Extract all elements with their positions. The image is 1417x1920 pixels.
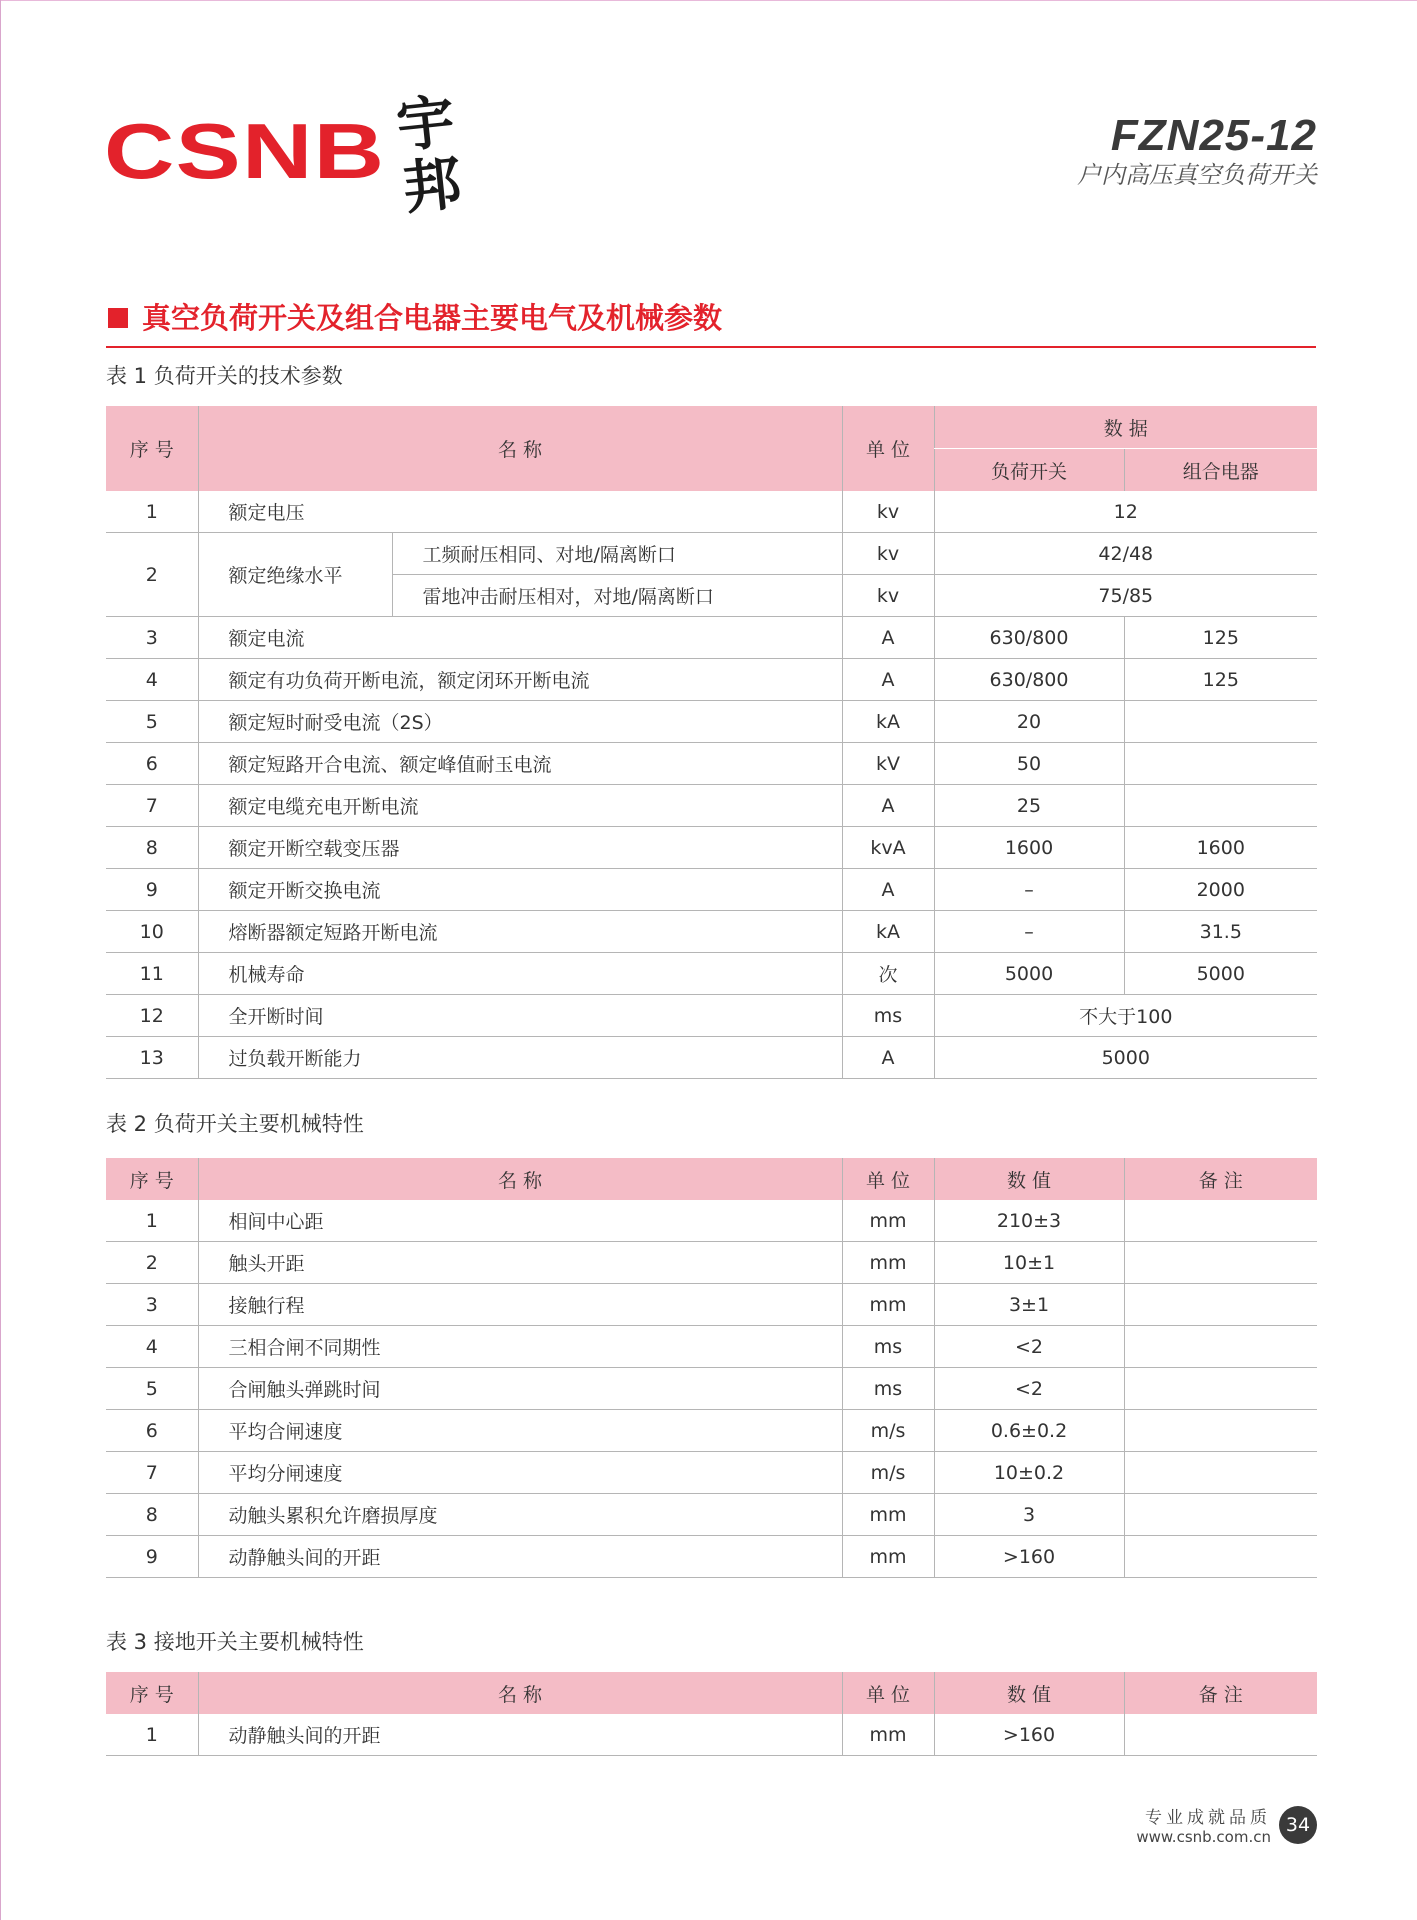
row-unit: A: [842, 659, 934, 701]
table-row: [106, 869, 1317, 911]
table3-caption: 表 3 接地开关主要机械特性: [106, 1630, 364, 1654]
row-index: 8: [106, 1494, 198, 1536]
table2: [106, 1158, 1317, 1578]
row-remark: [1124, 1368, 1317, 1410]
row-index: 8: [106, 827, 198, 869]
row-index: 7: [106, 785, 198, 827]
row-unit: ms: [842, 1326, 934, 1368]
table3-header-index: 序 号: [106, 1672, 198, 1714]
row-name: 额定电流: [198, 617, 842, 659]
page-edge-top: [0, 0, 1417, 1]
row-value-load-switch: –: [934, 869, 1124, 911]
table-row: [106, 1368, 1317, 1410]
table1: [106, 406, 1317, 1079]
row-unit: mm: [842, 1494, 934, 1536]
row-value: 42/48: [934, 533, 1317, 575]
row-value-load-switch: 50: [934, 743, 1124, 785]
row-unit: kv: [842, 533, 934, 575]
row-name: 动静触头间的开距: [198, 1536, 842, 1578]
row-value-combo: [1124, 785, 1317, 827]
row-value-load-switch: 630/800: [934, 617, 1124, 659]
row-index: 3: [106, 1284, 198, 1326]
table2-header-value: 数 值: [934, 1158, 1124, 1200]
row-name: 合闸触头弹跳时间: [198, 1368, 842, 1410]
row-value-load-switch: –: [934, 911, 1124, 953]
row-subname: 工频耐压相同、对地/隔离断口: [392, 533, 842, 575]
row-value-combo: [1124, 743, 1317, 785]
product-subtitle: 户内高压真空负荷开关: [1077, 161, 1317, 189]
table1-caption: 表 1 负荷开关的技术参数: [106, 364, 343, 388]
product-model: FZN25-12: [1110, 111, 1317, 160]
row-unit: kv: [842, 491, 934, 533]
row-value: 10±1: [934, 1242, 1124, 1284]
row-name: 动触头累积允许磨损厚度: [198, 1494, 842, 1536]
row-name: 过负载开断能力: [198, 1037, 842, 1079]
row-value: 不大于100: [934, 995, 1317, 1037]
row-remark: [1124, 1452, 1317, 1494]
row-value: >160: [934, 1536, 1124, 1578]
row-remark: [1124, 1410, 1317, 1452]
table3: [106, 1672, 1317, 1756]
row-value: >160: [934, 1714, 1124, 1756]
table-row: [106, 491, 1317, 533]
row-unit: A: [842, 617, 934, 659]
row-name: 额定绝缘水平: [198, 533, 392, 617]
row-value: 210±3: [934, 1200, 1124, 1242]
table-row: [106, 659, 1317, 701]
row-unit: 次: [842, 953, 934, 995]
row-name: 额定开断交换电流: [198, 869, 842, 911]
table-row: [106, 1242, 1317, 1284]
table-row: [106, 1410, 1317, 1452]
row-unit: ms: [842, 1368, 934, 1410]
row-name: 额定短路开合电流、额定峰值耐玉电流: [198, 743, 842, 785]
row-unit: m/s: [842, 1410, 934, 1452]
row-name: 动静触头间的开距: [198, 1714, 842, 1756]
table-row: [106, 1200, 1317, 1242]
row-unit: kv: [842, 575, 934, 617]
row-value-combo: [1124, 701, 1317, 743]
row-value-combo: 1600: [1124, 827, 1317, 869]
table-row: [106, 995, 1317, 1037]
table2-header-remark: 备 注: [1124, 1158, 1317, 1200]
table-row: [106, 1494, 1317, 1536]
row-value: 3: [934, 1494, 1124, 1536]
row-unit: A: [842, 785, 934, 827]
row-remark: [1124, 1494, 1317, 1536]
row-value-load-switch: 20: [934, 701, 1124, 743]
row-value: 3±1: [934, 1284, 1124, 1326]
table2-header-index: 序 号: [106, 1158, 198, 1200]
row-value-load-switch: 1600: [934, 827, 1124, 869]
row-value-load-switch: 5000: [934, 953, 1124, 995]
table-row: [106, 1536, 1317, 1578]
table-row: [106, 1452, 1317, 1494]
row-remark: [1124, 1714, 1317, 1756]
row-name: 相间中心距: [198, 1200, 842, 1242]
row-index: 10: [106, 911, 198, 953]
section-title: 真空负荷开关及组合电器主要电气及机械参数: [142, 301, 723, 335]
table-row: [106, 953, 1317, 995]
row-index: 9: [106, 869, 198, 911]
row-value-combo: 31.5: [1124, 911, 1317, 953]
row-index: 1: [106, 1200, 198, 1242]
table-row: [106, 701, 1317, 743]
product-header: [1077, 112, 1317, 190]
table-row: [106, 1326, 1317, 1368]
row-index: 1: [106, 491, 198, 533]
table1-header-name: 名 称: [198, 406, 842, 491]
row-index: 6: [106, 743, 198, 785]
row-unit: ms: [842, 995, 934, 1037]
row-unit: mm: [842, 1714, 934, 1756]
row-unit: mm: [842, 1284, 934, 1326]
brand-logo-latin: CSNB: [104, 107, 386, 195]
row-name: 平均合闸速度: [198, 1410, 842, 1452]
row-index: 2: [106, 533, 198, 617]
section-heading: [106, 298, 1316, 348]
row-remark: [1124, 1536, 1317, 1578]
row-name: 机械寿命: [198, 953, 842, 995]
table1-header-combo: 组合电器: [1124, 449, 1317, 492]
table1-header-unit: 单 位: [842, 406, 934, 491]
row-unit: A: [842, 869, 934, 911]
footer-text: [1136, 1808, 1271, 1846]
row-name: 平均分闸速度: [198, 1452, 842, 1494]
row-name: 熔断器额定短路开断电流: [198, 911, 842, 953]
row-remark: [1124, 1284, 1317, 1326]
row-name: 触头开距: [198, 1242, 842, 1284]
row-remark: [1124, 1242, 1317, 1284]
table3-header-name: 名 称: [198, 1672, 842, 1714]
row-value-combo: 5000: [1124, 953, 1317, 995]
row-value: 10±0.2: [934, 1452, 1124, 1494]
brand-logo-chinese: 宇邦: [393, 86, 465, 223]
table-row: [106, 617, 1317, 659]
row-index: 6: [106, 1410, 198, 1452]
row-name: 额定短时耐受电流（2S）: [198, 701, 842, 743]
page-edge-left: [0, 0, 1, 1920]
row-unit: m/s: [842, 1452, 934, 1494]
row-value-load-switch: 25: [934, 785, 1124, 827]
row-unit: mm: [842, 1536, 934, 1578]
row-value: 0.6±0.2: [934, 1410, 1124, 1452]
row-value-combo: 125: [1124, 659, 1317, 701]
row-name: 接触行程: [198, 1284, 842, 1326]
row-value-load-switch: 630/800: [934, 659, 1124, 701]
table-row: [106, 743, 1317, 785]
row-unit: kV: [842, 743, 934, 785]
table-row: [106, 827, 1317, 869]
row-unit: kA: [842, 911, 934, 953]
table3-header-value: 数 值: [934, 1672, 1124, 1714]
row-unit: mm: [842, 1242, 934, 1284]
table1-header-load-switch: 负荷开关: [934, 449, 1124, 492]
table1-header-data: 数 据: [934, 406, 1317, 449]
row-index: 5: [106, 1368, 198, 1410]
table1-header-index: 序 号: [106, 406, 198, 491]
table-row: [106, 533, 1317, 575]
table2-header-unit: 单 位: [842, 1158, 934, 1200]
square-bullet-icon: [108, 308, 128, 328]
row-name: 额定有功负荷开断电流，额定闭环开断电流: [198, 659, 842, 701]
row-value: 5000: [934, 1037, 1317, 1079]
footer-url: www.csnb.com.cn: [1136, 1828, 1271, 1846]
table-row: [106, 785, 1317, 827]
table-row: [106, 1037, 1317, 1079]
row-index: 5: [106, 701, 198, 743]
row-index: 13: [106, 1037, 198, 1079]
row-remark: [1124, 1326, 1317, 1368]
row-unit: kA: [842, 701, 934, 743]
row-unit: A: [842, 1037, 934, 1079]
table-row: [106, 1284, 1317, 1326]
row-value: 75/85: [934, 575, 1317, 617]
row-value: <2: [934, 1368, 1124, 1410]
table-row: [106, 1714, 1317, 1756]
row-index: 7: [106, 1452, 198, 1494]
row-index: 9: [106, 1536, 198, 1578]
row-index: 4: [106, 1326, 198, 1368]
row-name: 三相合闸不同期性: [198, 1326, 842, 1368]
row-value-combo: 125: [1124, 617, 1317, 659]
row-unit: mm: [842, 1200, 934, 1242]
row-index: 1: [106, 1714, 198, 1756]
row-name: 全开断时间: [198, 995, 842, 1037]
row-index: 2: [106, 1242, 198, 1284]
table2-caption: 表 2 负荷开关主要机械特性: [106, 1112, 364, 1136]
row-value-combo: 2000: [1124, 869, 1317, 911]
row-subname: 雷地冲击耐压相对，对地/隔离断口: [392, 575, 842, 617]
table3-header-unit: 单 位: [842, 1672, 934, 1714]
row-value: 12: [934, 491, 1317, 533]
row-unit: kvA: [842, 827, 934, 869]
row-index: 4: [106, 659, 198, 701]
table2-header-name: 名 称: [198, 1158, 842, 1200]
row-index: 12: [106, 995, 198, 1037]
row-name: 额定电缆充电开断电流: [198, 785, 842, 827]
page-number: 34: [1279, 1806, 1317, 1844]
row-index: 3: [106, 617, 198, 659]
footer-slogan: 专业成就品质: [1145, 1808, 1271, 1828]
row-value: <2: [934, 1326, 1124, 1368]
row-remark: [1124, 1200, 1317, 1242]
table3-header-remark: 备 注: [1124, 1672, 1317, 1714]
table-row: [106, 911, 1317, 953]
row-index: 11: [106, 953, 198, 995]
row-name: 额定电压: [198, 491, 842, 533]
row-name: 额定开断空载变压器: [198, 827, 842, 869]
